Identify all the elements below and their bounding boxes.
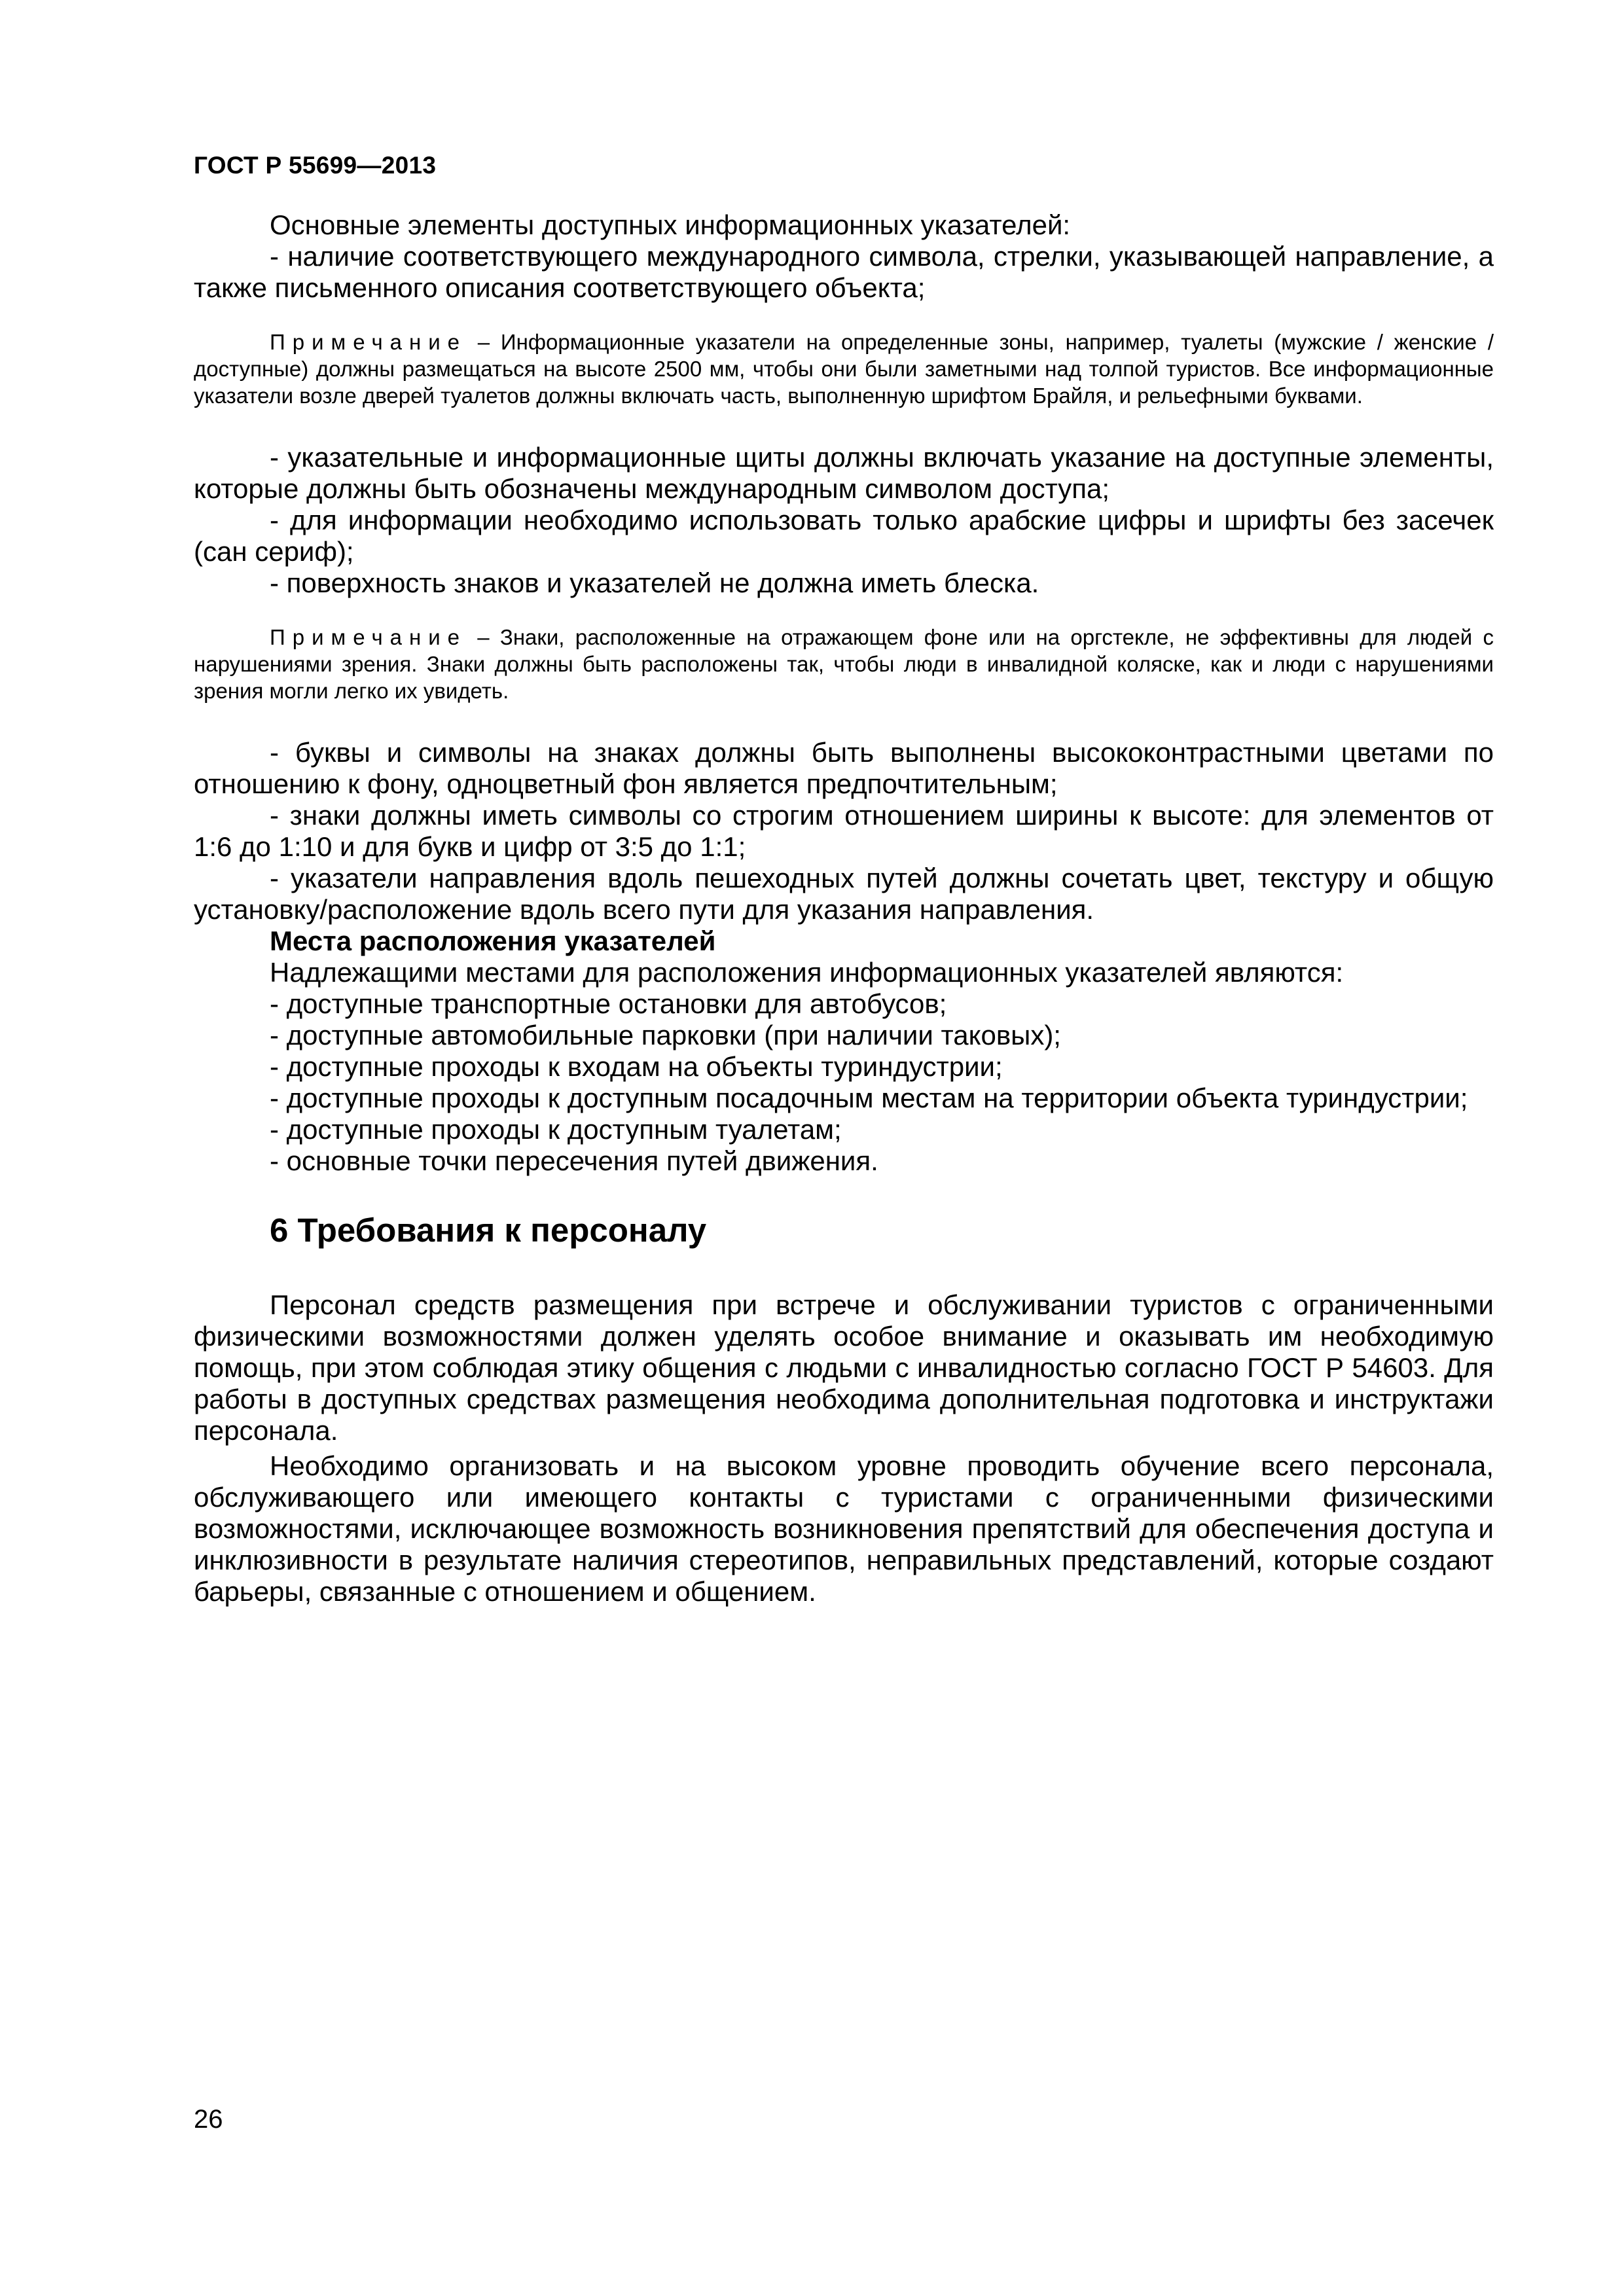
intro-lead: Основные элементы доступных информационных указателей: bbox=[270, 209, 1071, 240]
note-2-text: – Знаки, расположенные на отражающем фоне или на оргстекле, не эффективны для людей с нарушениями зрения. Знаки должны быть расположены так, чтобы люди в инвалидной коляске, как и люди с нарушениями зрения могли легко их увидеть. bbox=[194, 625, 1494, 703]
note-1 bbox=[194, 329, 1494, 409]
list-item: - поверхность знаков и указателей не должна иметь блеска. bbox=[270, 567, 1039, 598]
note-1-text: – Информационные указатели на определенные зоны, например, туалеты (мужские / женские / доступные) должны размещаться на высоте 2500 мм, чтобы они были заметными над толпой туристов. Все информационные указатели возле дверей туалетов должны включать часть, выполненную шрифтом Брайля, и рельефными буквами. bbox=[194, 330, 1494, 408]
note-2-label: Примечание bbox=[270, 625, 467, 649]
locations-lead: Надлежащими местами для расположения информационных указателей являются: bbox=[270, 957, 1344, 988]
document-body bbox=[194, 209, 1494, 1607]
location-item: - основные точки пересечения путей движения. bbox=[270, 1145, 878, 1176]
location-item: - доступные транспортные остановки для автобусов; bbox=[270, 988, 947, 1019]
intro-item: - наличие соответствующего международного символа, стрелки, указывающей направление, а также письменного описания соответствующего объекта; bbox=[194, 241, 1494, 303]
location-item: - доступные проходы к доступным туалетам; bbox=[270, 1114, 842, 1145]
note-1-label: Примечание bbox=[270, 330, 467, 354]
list-item: - знаки должны иметь символы со строгим отношением ширины к высоте: для элементов от 1:6 до 1:10 и для букв и цифр от 3:5 до 1:1; bbox=[194, 800, 1494, 862]
location-item: - доступные проходы к доступным посадочным местам на территории объекта туриндустрии; bbox=[270, 1083, 1468, 1113]
document-header: ГОСТ Р 55699—2013 bbox=[194, 152, 437, 179]
list-item: - указатели направления вдоль пешеходных путей должны сочетать цвет, текстуру и общую установку/расположение вдоль всего пути для указания направления. bbox=[194, 863, 1494, 925]
page-number: 26 bbox=[194, 2105, 223, 2134]
location-item: - доступные проходы к входам на объекты туриндустрии; bbox=[270, 1051, 1003, 1082]
section-6-paragraph: Необходимо организовать и на высоком уровне проводить обучение всего персонала, обслуживающего или имеющего контакты с туристами с ограниченными физическими возможностями, исключающее возможность возникновения препятствий для обеспечения доступа и инклюзивности в результате наличия стереотипов, неправильных представлений, которые создают барьеры, связанные с отношением и общением. bbox=[194, 1450, 1494, 1607]
locations-heading: Места расположения указателей bbox=[270, 925, 716, 956]
list-item: - буквы и символы на знаках должны быть выполнены высококонтрастными цветами по отношению к фону, одноцветный фон является предпочтительным; bbox=[194, 737, 1494, 799]
location-item: - доступные автомобильные парковки (при наличии таковых); bbox=[270, 1020, 1061, 1050]
section-6-title: 6 Требования к персоналу bbox=[270, 1211, 707, 1249]
list-item: - для информации необходимо использовать только арабские цифры и шрифты без засечек (сан сериф); bbox=[194, 505, 1494, 567]
list-item: - указательные и информационные щиты должны включать указание на доступные элементы, которые должны быть обозначены международным символом доступа; bbox=[194, 442, 1494, 504]
note-2 bbox=[194, 624, 1494, 704]
section-6-paragraph: Персонал средств размещения при встрече и обслуживании туристов с ограниченными физическими возможностями должен уделять особое внимание и оказывать им необходимую помощь, при этом соблюдая этику общения с людьми с инвалидностью согласно ГОСТ Р 54603. Для работы в доступных средствах размещения необходима дополнительная подготовка и инструктажи персонала. bbox=[194, 1289, 1494, 1446]
